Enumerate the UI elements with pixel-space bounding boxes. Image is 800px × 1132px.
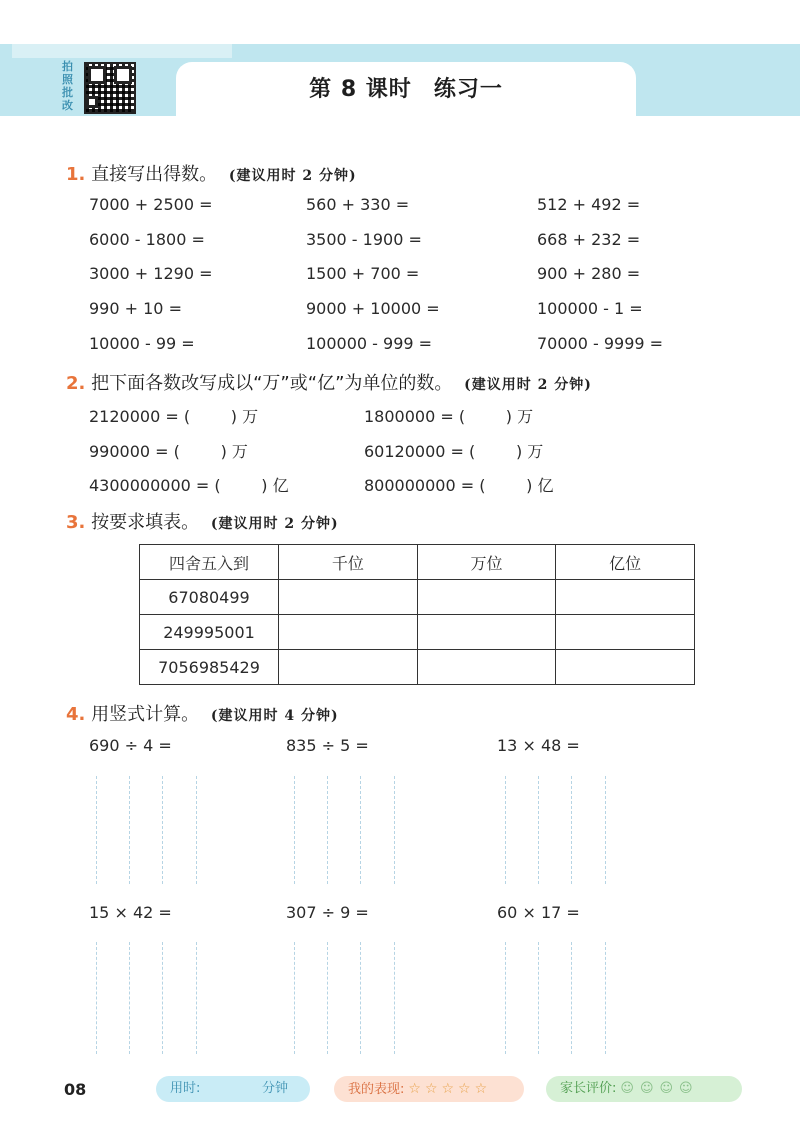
q4-problem: 307 ÷ 9 = (286, 903, 369, 922)
work-guide-line (294, 776, 295, 884)
q1-equation: 560 + 330 = (306, 195, 410, 214)
work-guide-line (196, 776, 197, 884)
star-rating-icon[interactable]: ☆☆☆☆☆ (408, 1081, 492, 1097)
question-1-heading (66, 160, 357, 186)
work-guide-line (394, 776, 395, 884)
q4-problem: 60 × 17 = (497, 903, 580, 922)
work-guide-line (360, 776, 361, 884)
question-number: 2. (66, 373, 86, 394)
question-number: 1. (66, 164, 86, 185)
q1-equation: 70000 - 9999 = (537, 334, 664, 353)
page-title (176, 72, 636, 103)
q2-conversion: 990000 = ( ) 万 (89, 442, 248, 461)
q1-equation: 3500 - 1900 = (306, 230, 422, 249)
work-guide-line (196, 942, 197, 1054)
q1-equation: 900 + 280 = (537, 264, 641, 283)
work-guide-line (360, 942, 361, 1054)
page-number: 08 (64, 1080, 87, 1099)
work-guide-line (327, 942, 328, 1054)
work-guide-line (505, 942, 506, 1054)
work-guide-line (605, 776, 606, 884)
q1-equation: 668 + 232 = (537, 230, 641, 249)
q1-equation: 100000 - 999 = (306, 334, 433, 353)
time-unit: 分钟 (262, 1081, 289, 1096)
answer-cell[interactable] (556, 580, 695, 615)
parent-rating-field[interactable] (546, 1076, 742, 1102)
answer-cell[interactable] (556, 615, 695, 650)
self-rating-label: 我的表现: (348, 1082, 405, 1097)
work-guide-line (571, 776, 572, 884)
q1-equation: 512 + 492 = (537, 195, 641, 214)
parent-rating-label: 家长评价: (560, 1081, 617, 1096)
q1-equation: 990 + 10 = (89, 299, 182, 318)
table-header-cell: 亿位 (556, 545, 695, 580)
question-text: 把下面各数改写成以“万”或“亿”为单位的数。 (91, 373, 453, 394)
q4-problem: 835 ÷ 5 = (286, 736, 369, 755)
question-text: 用竖式计算。 (91, 704, 200, 725)
qr-label: 拍照批改 (62, 60, 73, 112)
answer-cell[interactable] (279, 650, 418, 685)
work-guide-line (294, 942, 295, 1054)
time-hint: (建议用时 4 分钟) (210, 708, 339, 724)
time-hint: (建议用时 2 分钟) (210, 516, 339, 532)
self-rating-field[interactable] (334, 1076, 524, 1102)
q4-problem: 15 × 42 = (89, 903, 172, 922)
work-guide-line (538, 776, 539, 884)
work-guide-line (538, 942, 539, 1054)
table-number-cell: 7056985429 (140, 650, 279, 685)
table-header-cell: 四舍五入到 (140, 545, 279, 580)
q1-equation: 7000 + 2500 = (89, 195, 213, 214)
q4-problem: 690 ÷ 4 = (89, 736, 172, 755)
q2-conversion: 2120000 = ( ) 万 (89, 407, 259, 426)
question-3-heading (66, 508, 339, 534)
header-top-margin (0, 0, 800, 44)
q1-equation: 6000 - 1800 = (89, 230, 205, 249)
answer-cell[interactable] (279, 615, 418, 650)
work-guide-line (327, 776, 328, 884)
q1-equation: 100000 - 1 = (537, 299, 643, 318)
q1-equation: 9000 + 10000 = (306, 299, 440, 318)
time-hint: (建议用时 2 分钟) (228, 168, 357, 184)
answer-cell[interactable] (279, 580, 418, 615)
question-2-heading (66, 369, 592, 395)
answer-cell[interactable] (417, 580, 556, 615)
q2-conversion: 800000000 = ( ) 亿 (364, 476, 554, 495)
question-number: 4. (66, 704, 86, 725)
work-guide-line (129, 776, 130, 884)
table-header-row (140, 545, 695, 580)
answer-cell[interactable] (556, 650, 695, 685)
q1-equation: 10000 - 99 = (89, 334, 195, 353)
question-text: 按要求填表。 (91, 512, 200, 533)
time-spent-field[interactable] (156, 1076, 310, 1102)
work-guide-line (605, 942, 606, 1054)
table-number-cell: 67080499 (140, 580, 279, 615)
time-label: 用时: (170, 1081, 201, 1096)
answer-cell[interactable] (417, 650, 556, 685)
question-number: 3. (66, 512, 86, 533)
header-corner-strip (12, 44, 232, 58)
q1-equation: 1500 + 700 = (306, 264, 420, 283)
work-guide-line (394, 942, 395, 1054)
q4-problem: 13 × 48 = (497, 736, 580, 755)
answer-cell[interactable] (417, 615, 556, 650)
table-header-cell: 万位 (417, 545, 556, 580)
q2-conversion: 4300000000 = ( ) 亿 (89, 476, 289, 495)
question-4-heading (66, 700, 339, 726)
table-row (140, 650, 695, 685)
question-text: 直接写出得数。 (91, 164, 218, 185)
q2-conversion: 1800000 = ( ) 万 (364, 407, 534, 426)
qr-code-corner (86, 96, 98, 108)
table-row (140, 615, 695, 650)
lesson-name: 练习一 (433, 77, 503, 102)
smiley-face-icon[interactable]: ☺☺☺☺ (620, 1081, 699, 1096)
table-number-cell: 249995001 (140, 615, 279, 650)
q1-equation: 3000 + 1290 = (89, 264, 213, 283)
rounding-table (139, 544, 695, 685)
work-guide-line (96, 942, 97, 1054)
work-guide-line (505, 776, 506, 884)
work-guide-line (129, 942, 130, 1054)
table-header-cell: 千位 (279, 545, 418, 580)
lesson-number: 第 8 课时 (309, 77, 412, 102)
table-row (140, 580, 695, 615)
time-hint: (建议用时 2 分钟) (464, 377, 592, 393)
work-guide-line (162, 776, 163, 884)
work-guide-line (162, 942, 163, 1054)
work-guide-line (571, 942, 572, 1054)
work-guide-line (96, 776, 97, 884)
q2-conversion: 60120000 = ( ) 万 (364, 442, 544, 461)
